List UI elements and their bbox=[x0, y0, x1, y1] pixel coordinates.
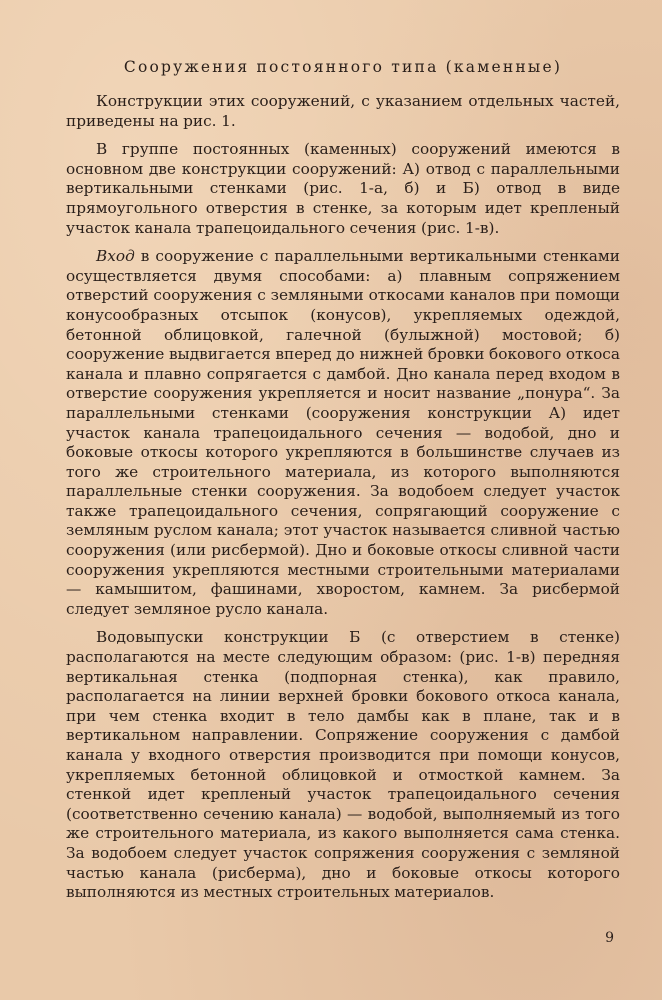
paragraph-text: в сооружение с параллельными вертикальными стенками осуществляется двумя способами: а) плавным сопряжением отверстий сооружения с земляными откосами каналов при помощи конусообразных отсыпок (конусов), укрепляемых одеждой, бетонной облицовкой, галечной (булыжной) мостовой; б) сооружение выдвигается вперед до нижней бровки бокового откоса канала и плавно сопрягается с дамбой. Дно канала перед входом в отверстие сооружения укрепляется и носит название „понура“. За параллельными стенками (сооружения конструкции А) идет участок канала трапецоидального сечения — водобой, дно и боковые откосы которого укрепляются в большинстве случаев из того же строительного материала, из которого выполняются параллельные стенки сооружения. За водобоем следует участок также трапецоидального сечения, сопрягающий сооружение с земляным руслом канала; этот участок называется сливной частью сооружения (или рисбермой). Дно и боковые откосы сливной части сооружения укрепляются местными строительными материалами — камышитом, фашинами, хворостом, камнем. За рисбермой следует земляное русло канала. bbox=[66, 247, 620, 618]
paragraph-construction-types bbox=[66, 140, 620, 238]
paragraph-entrance bbox=[66, 247, 620, 619]
paragraph-intro bbox=[66, 92, 620, 131]
section-heading: Сооружения постоянного типа (каменные) bbox=[123, 58, 563, 76]
paragraph-text: В группе постоянных (каменных) сооружений имеются в основном две конструкции сооружений: А) отвод с параллельными вертикальными стенками (рис. 1-а, б) и Б) отвод в виде прямоугольного отверстия в стенке, за которым идет крепленый участок канала трапецоидального сечения (рис. 1-в). bbox=[66, 140, 620, 237]
paragraph-text: Конструкции этих сооружений, с указанием отдельных частей, приведены на рис. 1. bbox=[66, 92, 620, 130]
paragraph-outlets bbox=[66, 628, 620, 902]
paragraph-text: Водовыпуски конструкции Б (с отверстием в стенке) располагаются на месте следующим образом: (рис. 1-в) передняя вертикальная стенка (подпорная стенка), как правило, располагается на линии верхней бровки бокового откоса канала, при чем стенка входит в тело дамбы как в плане, так и в вертикальном направлении. Сопряжение сооружения с дамбой канала у входного отверстия производится при помощи конусов, укрепляемых бетонной облицовкой и отмосткой камнем. За стенкой идет крепленый участок трапецоидального сечения (соответственно сечению канала) — водобой, выполняемый из того же строительного материала, из какого выполняется сама стенка. За водобоем следует участок сопряжения сооружения с земляной частью канала (рисберма), дно и боковые откосы которого выполняются из местных строительных материалов. bbox=[66, 628, 620, 902]
paragraph-lead-word: Вход bbox=[96, 247, 135, 266]
page-number: 9 bbox=[605, 930, 614, 946]
